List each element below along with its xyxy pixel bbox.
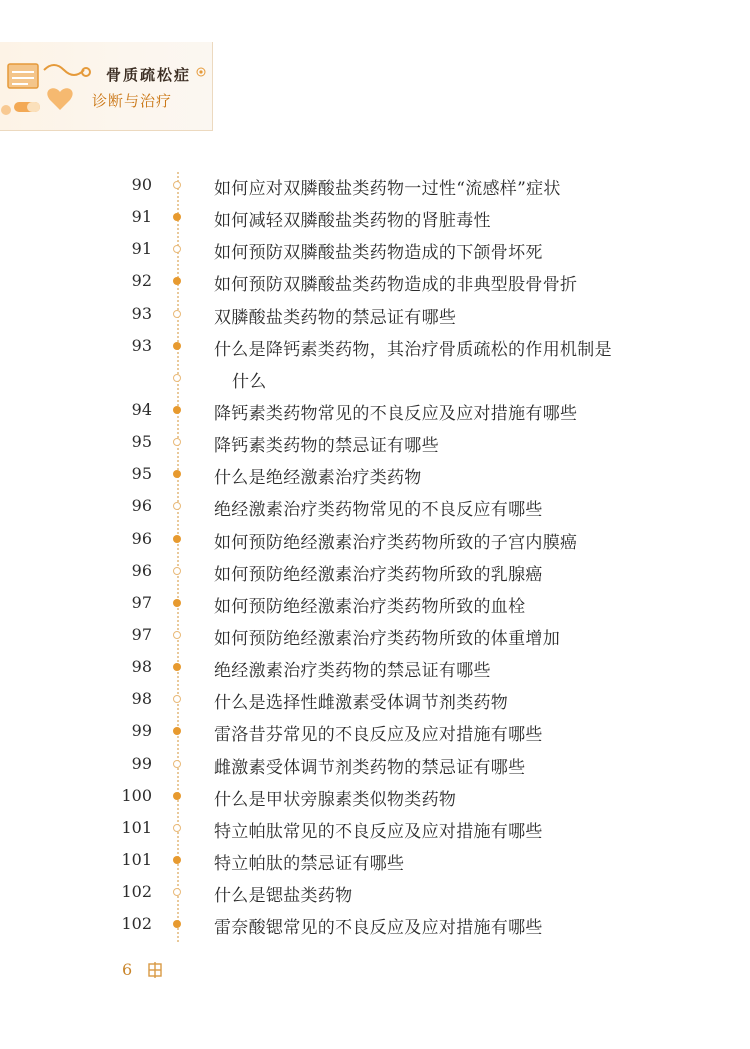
toc-page-number: 95 — [131, 464, 152, 484]
toc-page-number: 97 — [131, 592, 152, 612]
toc-page-number: 97 — [131, 624, 152, 644]
toc-entry[interactable] — [0, 652, 750, 684]
toc-entry-title: 雷洛昔芬常见的不良反应及应对措施有哪些 — [214, 725, 543, 746]
table-of-contents — [0, 170, 750, 941]
toc-entry[interactable] — [0, 331, 750, 363]
filled-bullet-icon — [173, 856, 181, 864]
toc-page-number: 93 — [131, 303, 152, 323]
toc-entry-title: 什么是选择性雌激素受体调节剂类药物 — [214, 693, 509, 714]
toc-entry[interactable] — [0, 716, 750, 748]
toc-entry[interactable] — [0, 202, 750, 234]
toc-entry-title: 如何预防绝经激素治疗类药物所致的乳腺癌 — [214, 564, 543, 585]
hollow-bullet-icon — [173, 374, 181, 382]
toc-entry-title: 如何预防双膦酸盐类药物造成的下颌骨坏死 — [214, 243, 543, 264]
toc-entry[interactable] — [0, 749, 750, 781]
toc-entry-title: 雷奈酸锶常见的不良反应及应对措施有哪些 — [214, 918, 543, 939]
toc-page-number: 91 — [131, 239, 152, 259]
hollow-bullet-icon — [173, 695, 181, 703]
toc-entry-title: 如何减轻双膦酸盐类药物的肾脏毒性 — [214, 211, 491, 232]
toc-entry[interactable] — [0, 266, 750, 298]
toc-entry[interactable] — [0, 556, 750, 588]
toc-entry-title: 绝经激素治疗类药物常见的不良反应有哪些 — [214, 500, 543, 521]
medical-illustration-icon — [0, 56, 100, 128]
toc-page-number: 100 — [121, 785, 152, 805]
toc-page-number: 99 — [131, 753, 152, 773]
toc-entry[interactable] — [0, 877, 750, 909]
hollow-bullet-icon — [173, 245, 181, 253]
filled-bullet-icon — [173, 727, 181, 735]
toc-page-number: 98 — [131, 689, 152, 709]
toc-entry[interactable] — [0, 813, 750, 845]
toc-page-number: 94 — [131, 399, 152, 419]
toc-entry-continuation[interactable] — [0, 363, 750, 395]
toc-entry[interactable] — [0, 524, 750, 556]
hollow-bullet-icon — [173, 631, 181, 639]
hollow-bullet-icon — [173, 824, 181, 832]
toc-entry-title: 特立帕肽常见的不良反应及应对措施有哪些 — [214, 821, 543, 842]
toc-entry-title: 如何预防绝经激素治疗类药物所致的体重增加 — [214, 628, 560, 649]
toc-entry[interactable] — [0, 781, 750, 813]
hollow-bullet-icon — [173, 310, 181, 318]
toc-entry-title: 什么是锶盐类药物 — [214, 886, 353, 907]
toc-entry-title: 特立帕肽的禁忌证有哪些 — [214, 853, 405, 874]
book-header-badge — [0, 42, 213, 131]
toc-entry-title: 绝经激素治疗类药物的禁忌证有哪些 — [214, 661, 491, 682]
hollow-bullet-icon — [173, 502, 181, 510]
filled-bullet-icon — [173, 663, 181, 671]
toc-page-number: 95 — [131, 432, 152, 452]
toc-page-number: 91 — [131, 207, 152, 227]
filled-bullet-icon — [173, 470, 181, 478]
toc-entry-title: 降钙素类药物常见的不良反应及应对措施有哪些 — [214, 403, 578, 424]
hollow-bullet-icon — [173, 567, 181, 575]
toc-entry-title: 如何应对双膦酸盐类药物一过性“流感样”症状 — [214, 179, 561, 199]
toc-page-number: 93 — [131, 335, 152, 355]
toc-entry[interactable] — [0, 234, 750, 266]
toc-entry[interactable] — [0, 395, 750, 427]
filled-bullet-icon — [173, 792, 181, 800]
toc-page-number: 98 — [131, 657, 152, 677]
hollow-bullet-icon — [173, 181, 181, 189]
filled-bullet-icon — [173, 213, 181, 221]
toc-entry[interactable] — [0, 845, 750, 877]
filled-bullet-icon — [173, 277, 181, 285]
toc-page-number: 99 — [131, 721, 152, 741]
toc-entry[interactable] — [0, 909, 750, 941]
filled-bullet-icon — [173, 599, 181, 607]
toc-page-number: 90 — [131, 175, 152, 194]
toc-entry[interactable] — [0, 491, 750, 523]
toc-entry[interactable] — [0, 427, 750, 459]
toc-entry-title: 双膦酸盐类药物的禁忌证有哪些 — [214, 307, 457, 328]
toc-entry[interactable] — [0, 459, 750, 491]
toc-page-number: 102 — [121, 882, 152, 902]
toc-page-number: 101 — [121, 849, 152, 869]
toc-entry-title: 雌激素受体调节剂类药物的禁忌证有哪些 — [214, 757, 526, 778]
toc-entry[interactable] — [0, 588, 750, 620]
toc-page-number: 92 — [131, 271, 152, 291]
filled-bullet-icon — [173, 535, 181, 543]
toc-entry[interactable] — [0, 684, 750, 716]
toc-page-number: 96 — [131, 496, 152, 516]
footer-page-number: 6 — [122, 960, 133, 979]
filled-bullet-icon — [173, 342, 181, 350]
toc-entry[interactable] — [0, 299, 750, 331]
toc-entry[interactable] — [0, 170, 750, 202]
toc-page-number: 96 — [131, 560, 152, 580]
filled-bullet-icon — [173, 406, 181, 414]
toc-page-number: 96 — [131, 528, 152, 548]
toc-entry-title: 什么是绝经激素治疗类药物 — [214, 468, 422, 489]
hollow-bullet-icon — [173, 438, 181, 446]
toc-entry-title: 什么 — [232, 371, 267, 392]
hollow-bullet-icon — [173, 760, 181, 768]
toc-entry-title: 如何预防双膦酸盐类药物造成的非典型股骨骨折 — [214, 275, 578, 296]
toc-entry[interactable] — [0, 620, 750, 652]
toc-entry-title: 什么是甲状旁腺素类似物类药物 — [214, 789, 457, 810]
decorative-dot-icon — [196, 67, 206, 77]
filled-bullet-icon — [173, 920, 181, 928]
toc-entry-title: 什么是降钙素类药物，其治疗骨质疏松的作用机制是 — [214, 339, 612, 360]
toc-page-number: 102 — [121, 914, 152, 934]
footer-ornament-icon — [147, 962, 163, 978]
book-title: 骨质疏松症 — [106, 66, 192, 84]
toc-entry-title: 如何预防绝经激素治疗类药物所致的血栓 — [214, 596, 526, 617]
hollow-bullet-icon — [173, 888, 181, 896]
toc-page-number: 101 — [121, 817, 152, 837]
toc-entry-title: 降钙素类药物的禁忌证有哪些 — [214, 436, 439, 457]
toc-entry-title: 如何预防绝经激素治疗类药物所致的子宫内膜癌 — [214, 532, 578, 553]
book-subtitle: 诊断与治疗 — [92, 92, 173, 110]
